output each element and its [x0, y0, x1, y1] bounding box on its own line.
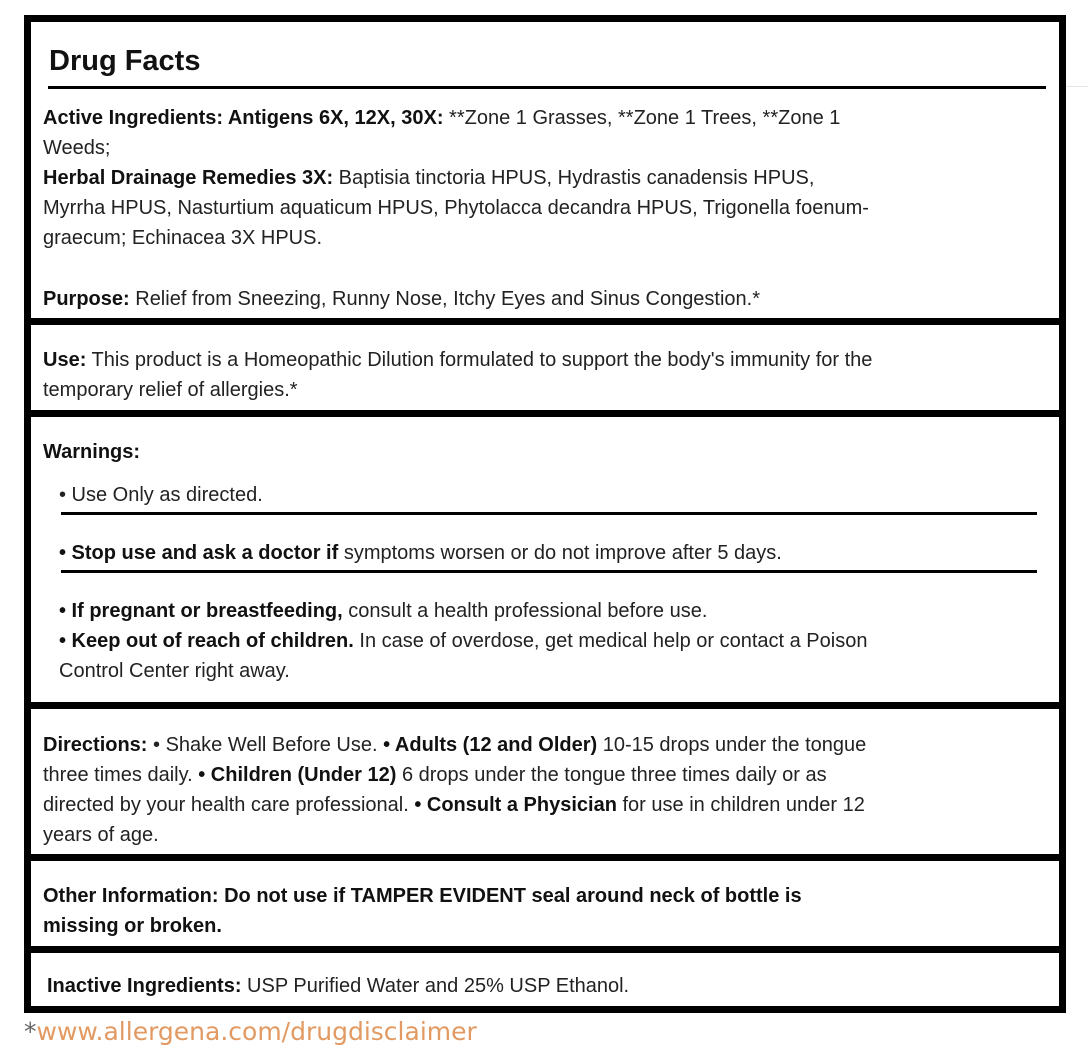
section-divider	[31, 318, 1059, 325]
warning-item-continued: Control Center right away.	[59, 660, 290, 682]
warning-divider	[61, 512, 1037, 515]
herbal-remedies-line-2: Myrrha HPUS, Nasturtium aquaticum HPUS, Phytolacca decandra HPUS, Trigonella foenum-	[43, 197, 869, 219]
warning-item: • Keep out of reach of children. In case of overdose, get medical help or contact a Poison	[59, 630, 868, 652]
title-rule	[48, 86, 1046, 89]
section-divider	[31, 702, 1059, 709]
page-title: Drug Facts	[49, 45, 201, 77]
active-ingredients-line-1: Active Ingredients: Antigens 6X, 12X, 30X: **Zone 1 Grasses, **Zone 1 Trees, **Zone 1	[43, 107, 841, 129]
herbal-remedies-line-3: graecum; Echinacea 3X HPUS.	[43, 227, 323, 249]
other-information-line-2: missing or broken.	[43, 915, 222, 937]
use-line-1: Use: This product is a Homeopathic Dilution formulated to support the body's immunity for the	[43, 349, 873, 371]
section-divider	[31, 410, 1059, 417]
warning-divider	[61, 570, 1037, 573]
warnings-heading: Warnings:	[43, 441, 141, 463]
section-divider	[31, 946, 1059, 953]
disclaimer-link[interactable]: www.allergena.com/drugdisclaimer	[36, 1017, 477, 1046]
warning-item: • Use Only as directed.	[59, 484, 263, 506]
directions-line-3: directed by your health care professional. • Consult a Physician for use in children under 12	[43, 794, 865, 816]
active-ingredients-line-2: Weeds;	[43, 137, 111, 159]
warning-item: • Stop use and ask a doctor if symptoms worsen or do not improve after 5 days.	[59, 542, 782, 564]
use-line-2: temporary relief of allergies.*	[43, 379, 298, 401]
drug-facts-panel	[24, 15, 1066, 1013]
directions-line-4: years of age.	[43, 824, 159, 846]
asterisk: *	[24, 1017, 37, 1046]
purpose-text: Purpose: Relief from Sneezing, Runny Nose, Itchy Eyes and Sinus Congestion.*	[43, 288, 761, 310]
section-divider	[31, 854, 1059, 861]
other-information-line-1: Other Information: Do not use if TAMPER EVIDENT seal around neck of bottle is	[43, 885, 802, 907]
directions-line-2: three times daily. • Children (Under 12) 6 drops under the tongue three times daily or as	[43, 764, 827, 786]
directions-line-1: Directions: • Shake Well Before Use. • Adults (12 and Older) 10-15 drops under the tongue	[43, 734, 867, 756]
disclaimer-footer	[24, 1016, 477, 1048]
inactive-ingredients: Inactive Ingredients: USP Purified Water and 25% USP Ethanol.	[47, 975, 630, 997]
warning-item: • If pregnant or breastfeeding, consult a health professional before use.	[59, 600, 708, 622]
herbal-remedies-line-1: Herbal Drainage Remedies 3X: Baptisia tinctoria HPUS, Hydrastis canadensis HPUS,	[43, 167, 815, 189]
